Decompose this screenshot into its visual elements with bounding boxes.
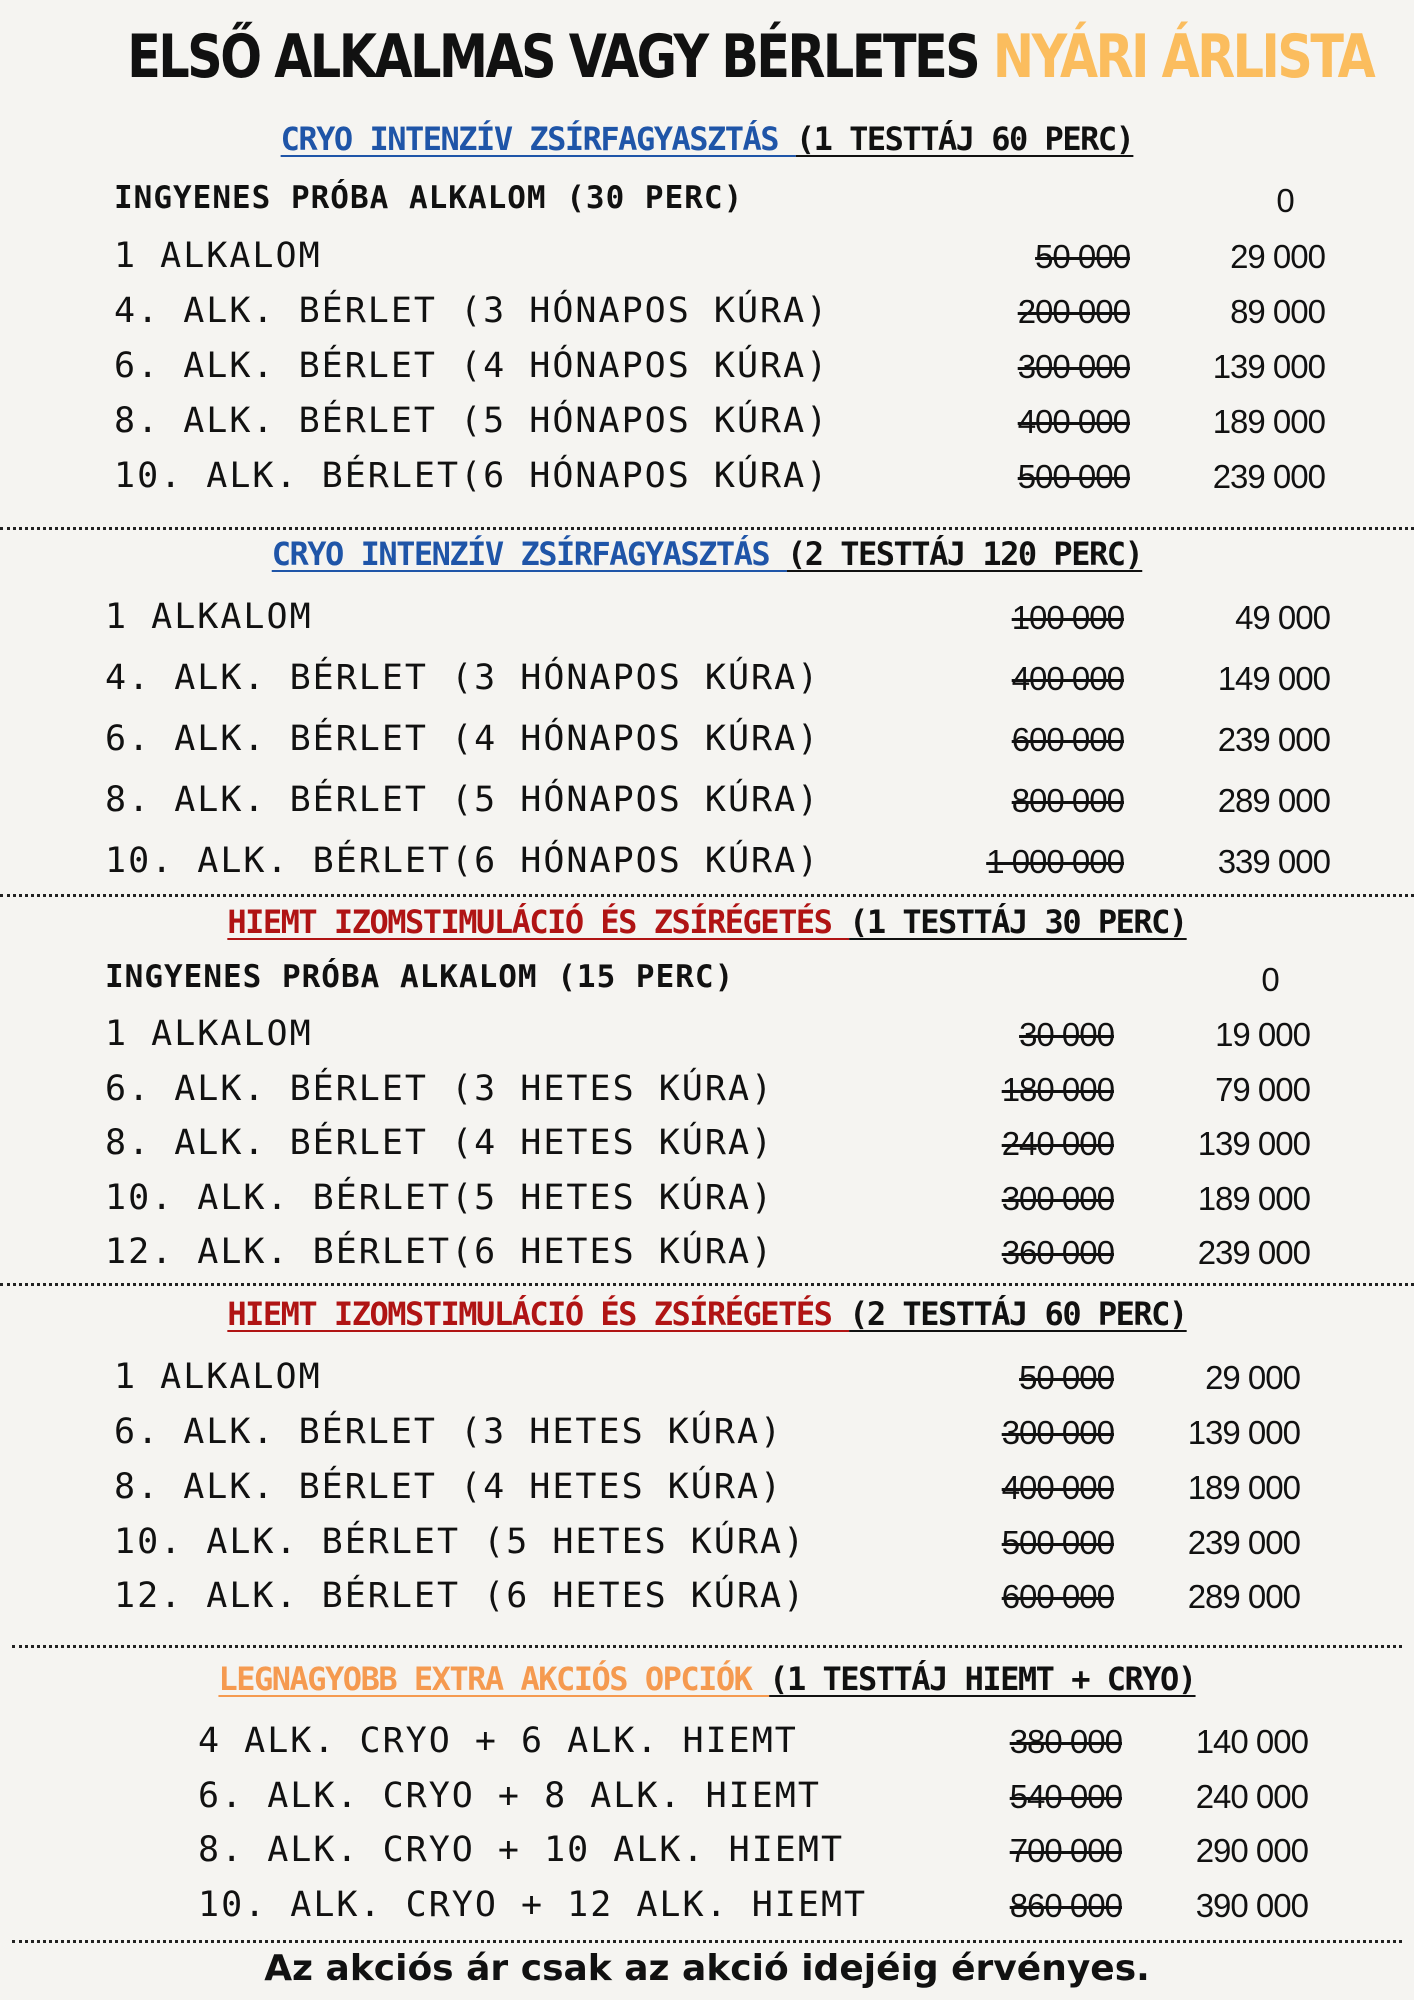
original-price: 300 000 [1001, 1414, 1114, 1451]
original-price: 600 000 [1001, 1578, 1114, 1615]
price-row [0, 1885, 1414, 1929]
price-row [0, 1232, 1414, 1276]
price-row [0, 597, 1414, 641]
sale-price: 189 000 [1187, 1469, 1300, 1506]
price-row [0, 1576, 1414, 1620]
price-row [0, 719, 1414, 763]
price-row [0, 456, 1414, 500]
original-price: 100 000 [1011, 599, 1124, 636]
section-heading-title: LEGNAGYOBB EXTRA AKCIÓS OPCIÓK [218, 1660, 770, 1698]
original-price: 400 000 [1017, 403, 1130, 440]
row-label: 8. ALK. BÉRLET (5 HÓNAPOS KÚRA) [105, 780, 821, 820]
sale-price: 49 000 [1235, 599, 1330, 636]
sale-price: 140 000 [1195, 1723, 1308, 1760]
row-label: 10. ALK. CRYO + 12 ALK. HIEMT [198, 1885, 868, 1925]
row-label: INGYENES PRÓBA ALKALOM (15 PERC) [105, 959, 735, 995]
row-label: 1 ALKALOM [105, 597, 313, 637]
sale-price: 139 000 [1187, 1414, 1300, 1451]
original-price: 400 000 [1001, 1469, 1114, 1506]
section-heading-subtitle: (2 TESTTÁJ 120 PERC) [786, 535, 1143, 573]
row-label: 10. ALK. BÉRLET(6 HÓNAPOS KÚRA) [114, 456, 830, 496]
sale-price: 0 [1261, 961, 1279, 998]
row-label: 12. ALK. BÉRLET (6 HETES KÚRA) [114, 1576, 807, 1616]
price-row [0, 1178, 1414, 1222]
price-row [0, 658, 1414, 702]
row-label: 6. ALK. CRYO + 8 ALK. HIEMT [198, 1776, 821, 1816]
original-price: 1 000 000 [986, 843, 1124, 880]
original-price: 500 000 [1001, 1524, 1114, 1561]
price-row [0, 401, 1414, 445]
section-heading-title: HIEMT IZOMSTIMULÁCIÓ ÉS ZSÍRÉGETÉS [227, 903, 850, 941]
original-price: 240 000 [1001, 1125, 1114, 1162]
original-price: 360 000 [1001, 1234, 1114, 1271]
sale-price: 29 000 [1230, 238, 1325, 275]
row-label: 12. ALK. BÉRLET(6 HETES KÚRA) [105, 1232, 775, 1272]
price-row [0, 1123, 1414, 1167]
original-price: 300 000 [1017, 348, 1130, 385]
footer-note: Az akciós ár csak az akció idejéig érvényes. [264, 1948, 1150, 1989]
sale-price: 240 000 [1195, 1778, 1308, 1815]
sale-price: 289 000 [1187, 1578, 1300, 1615]
sale-price: 239 000 [1187, 1524, 1300, 1561]
title-highlight: NYÁRI ÁRLISTA [992, 22, 1374, 92]
price-row [0, 291, 1414, 335]
section-heading-subtitle: (2 TESTTÁJ 60 PERC) [849, 1295, 1187, 1333]
price-row [0, 1412, 1414, 1456]
original-price: 200 000 [1017, 293, 1130, 330]
sale-price: 19 000 [1215, 1016, 1310, 1053]
sale-price: 139 000 [1212, 348, 1325, 385]
sale-price: 189 000 [1197, 1180, 1310, 1217]
original-price: 30 000 [1019, 1016, 1114, 1053]
section-heading-subtitle: (1 TESTTÁJ 60 PERC) [795, 120, 1134, 158]
sale-price: 79 000 [1215, 1071, 1310, 1108]
original-price: 860 000 [1009, 1887, 1122, 1924]
price-row [0, 1721, 1414, 1765]
original-price: 600 000 [1011, 721, 1124, 758]
original-price: 50 000 [1035, 238, 1130, 275]
row-label: 8. ALK. BÉRLET (5 HÓNAPOS KÚRA) [114, 401, 830, 441]
original-price: 700 000 [1009, 1832, 1122, 1869]
section-heading-subtitle: (1 TESTTÁJ HIEMT + CRYO) [769, 1660, 1196, 1698]
row-label: INGYENES PRÓBA ALKALOM (30 PERC) [114, 180, 744, 216]
sale-price: 0 [1276, 182, 1294, 219]
sale-price: 189 000 [1212, 403, 1325, 440]
row-label: 6. ALK. BÉRLET (3 HETES KÚRA) [105, 1069, 775, 1109]
row-label: 4. ALK. BÉRLET (3 HÓNAPOS KÚRA) [114, 291, 830, 331]
section-heading-title: CRYO INTENZÍV ZSÍRFAGYASZTÁS [271, 535, 787, 573]
section-heading-title: CRYO INTENZÍV ZSÍRFAGYASZTÁS [280, 120, 796, 158]
price-row [0, 180, 1414, 224]
price-row [0, 236, 1414, 280]
row-label: 8. ALK. BÉRLET (4 HETES KÚRA) [114, 1467, 784, 1507]
section-heading [0, 535, 1414, 573]
row-label: 10. ALK. BÉRLET(6 HÓNAPOS KÚRA) [105, 841, 821, 881]
original-price: 180 000 [1001, 1071, 1114, 1108]
original-price: 380 000 [1009, 1723, 1122, 1760]
price-row [0, 1069, 1414, 1113]
dotted-divider [12, 1940, 1402, 1943]
row-label: 4. ALK. BÉRLET (3 HÓNAPOS KÚRA) [105, 658, 821, 698]
original-price: 50 000 [1019, 1359, 1114, 1396]
original-price: 400 000 [1011, 660, 1124, 697]
row-label: 6. ALK. BÉRLET (4 HÓNAPOS KÚRA) [114, 346, 830, 386]
dotted-divider [12, 1645, 1402, 1648]
dotted-divider [0, 1283, 1414, 1286]
section-heading-subtitle: (1 TESTTÁJ 30 PERC) [849, 903, 1187, 941]
row-label: 10. ALK. BÉRLET (5 HETES KÚRA) [114, 1522, 807, 1562]
section-heading [0, 120, 1414, 158]
row-label: 4 ALK. CRYO + 6 ALK. HIEMT [198, 1721, 798, 1761]
price-row [0, 1357, 1414, 1401]
original-price: 540 000 [1009, 1778, 1122, 1815]
original-price: 300 000 [1001, 1180, 1114, 1217]
row-label: 8. ALK. BÉRLET (4 HETES KÚRA) [105, 1123, 775, 1163]
dotted-divider [0, 527, 1414, 530]
title-main: ELSŐ ALKALMAS VAGY BÉRLETES [127, 22, 979, 92]
sale-price: 139 000 [1197, 1125, 1310, 1162]
sale-price: 29 000 [1205, 1359, 1300, 1396]
section-heading [0, 903, 1414, 941]
section-heading [0, 1295, 1414, 1333]
sale-price: 89 000 [1230, 293, 1325, 330]
row-label: 10. ALK. BÉRLET(5 HETES KÚRA) [105, 1178, 775, 1218]
price-row [0, 1014, 1414, 1058]
row-label: 8. ALK. CRYO + 10 ALK. HIEMT [198, 1830, 845, 1870]
sale-price: 290 000 [1195, 1832, 1308, 1869]
row-label: 6. ALK. BÉRLET (4 HÓNAPOS KÚRA) [105, 719, 821, 759]
sale-price: 149 000 [1217, 660, 1330, 697]
price-row [0, 1776, 1414, 1820]
section-heading [0, 1660, 1414, 1698]
section-heading-title: HIEMT IZOMSTIMULÁCIÓ ÉS ZSÍRÉGETÉS [227, 1295, 850, 1333]
price-row [0, 1467, 1414, 1511]
row-label: 6. ALK. BÉRLET (3 HETES KÚRA) [114, 1412, 784, 1452]
sale-price: 289 000 [1217, 782, 1330, 819]
price-row [0, 346, 1414, 390]
price-row [0, 959, 1414, 1003]
price-row [0, 1522, 1414, 1566]
row-label: 1 ALKALOM [105, 1014, 313, 1054]
sale-price: 239 000 [1212, 458, 1325, 495]
price-row [0, 841, 1414, 885]
price-row [0, 780, 1414, 824]
dotted-divider [0, 894, 1414, 897]
original-price: 500 000 [1017, 458, 1130, 495]
original-price: 800 000 [1011, 782, 1124, 819]
sale-price: 390 000 [1195, 1887, 1308, 1924]
sale-price: 239 000 [1197, 1234, 1310, 1271]
row-label: 1 ALKALOM [114, 1357, 322, 1397]
row-label: 1 ALKALOM [114, 236, 322, 276]
sale-price: 339 000 [1217, 843, 1330, 880]
sale-price: 239 000 [1217, 721, 1330, 758]
price-row [0, 1830, 1414, 1874]
page-title [127, 22, 1374, 92]
